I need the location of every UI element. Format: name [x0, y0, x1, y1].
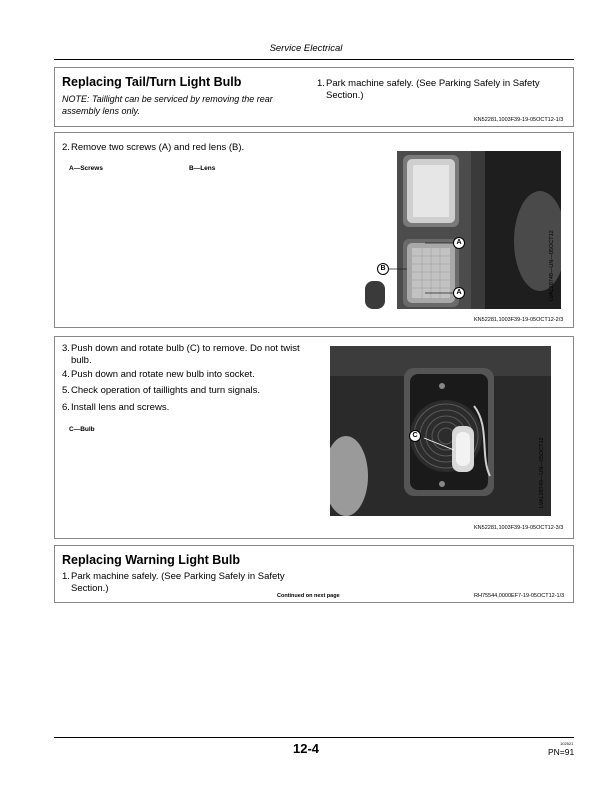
- taillight-photo: [365, 151, 561, 309]
- step-text: Park machine safely. (See Parking Safely in Safety Section.): [71, 571, 285, 594]
- block-replace-bulb: [54, 336, 574, 539]
- step-6: [62, 402, 312, 414]
- section-title-tail-light: Replacing Tail/Turn Light Bulb: [62, 75, 242, 89]
- step-text: Park machine safely. (See Parking Safely in Safety Section.): [326, 78, 540, 101]
- continued-note: Continued on next page: [277, 593, 340, 599]
- header-rule: [54, 59, 574, 60]
- step-text: Remove two screws (A) and red lens (B).: [71, 142, 245, 153]
- print-code: 102521: [560, 741, 574, 746]
- pn-number: PN=91: [548, 747, 575, 757]
- block-warning-light: [54, 545, 574, 603]
- footer-rule: [54, 737, 574, 738]
- callout-a-bottom: A: [453, 287, 465, 299]
- block-remove-lens: [54, 132, 574, 328]
- step-number: 2.: [62, 142, 70, 153]
- legend-screws: A—Screws: [69, 165, 103, 172]
- step-number: 4.: [62, 369, 70, 380]
- step-number: 5.: [62, 385, 70, 396]
- section-title-warning-light: Replacing Warning Light Bulb: [62, 553, 240, 567]
- step-number: 1.: [317, 78, 325, 89]
- callout-c: C: [409, 430, 421, 442]
- step-text: Push down and rotate bulb (C) to remove. Do not twist bulb.: [71, 343, 300, 366]
- note-text: NOTE: Taillight can be serviced by removing the rear assembly lens only.: [62, 94, 273, 116]
- step-text: Push down and rotate new bulb into socket.: [71, 369, 255, 380]
- step-text: Install lens and screws.: [71, 402, 170, 413]
- reference-code: KN52281,1003F39-19-05OCT12-2/3: [474, 317, 564, 323]
- step-number: 3.: [62, 343, 70, 354]
- step-4: [62, 369, 312, 381]
- step-text: Check operation of taillights and turn signals.: [71, 385, 261, 396]
- step-number: 1.: [62, 571, 70, 582]
- callout-a-top: A: [453, 237, 465, 249]
- callout-b: B: [377, 263, 389, 275]
- reference-code: RH75544,0000EF7-19-05OCT12-1/3: [474, 593, 565, 599]
- page-number: 12-4: [292, 741, 320, 756]
- reference-code: KN52281,1003F39-19-05OCT12-1/3: [474, 117, 564, 123]
- photo-caption: LVAL28749—UN—05OCT12: [539, 437, 545, 508]
- bulb-socket-illustration: [330, 346, 551, 516]
- section-header: Service Electrical: [269, 43, 343, 54]
- step-1: [317, 78, 567, 102]
- bulb-socket-photo: [330, 346, 551, 516]
- reference-code: KN52281,1003F39-19-05OCT12-3/3: [474, 525, 564, 531]
- taillight-illustration: [365, 151, 561, 309]
- step-number: 6.: [62, 402, 70, 413]
- step-3: [62, 343, 312, 367]
- legend-lens: B—Lens: [189, 165, 216, 172]
- legend-bulb: C—Bulb: [69, 426, 95, 433]
- note-taillight: [62, 93, 307, 117]
- photo-caption: LVAL28748—UN—05OCT12: [549, 230, 555, 301]
- step-2: [62, 142, 312, 154]
- step-5: [62, 385, 312, 397]
- step-1: [62, 571, 312, 595]
- block-tail-light-intro: [54, 67, 574, 127]
